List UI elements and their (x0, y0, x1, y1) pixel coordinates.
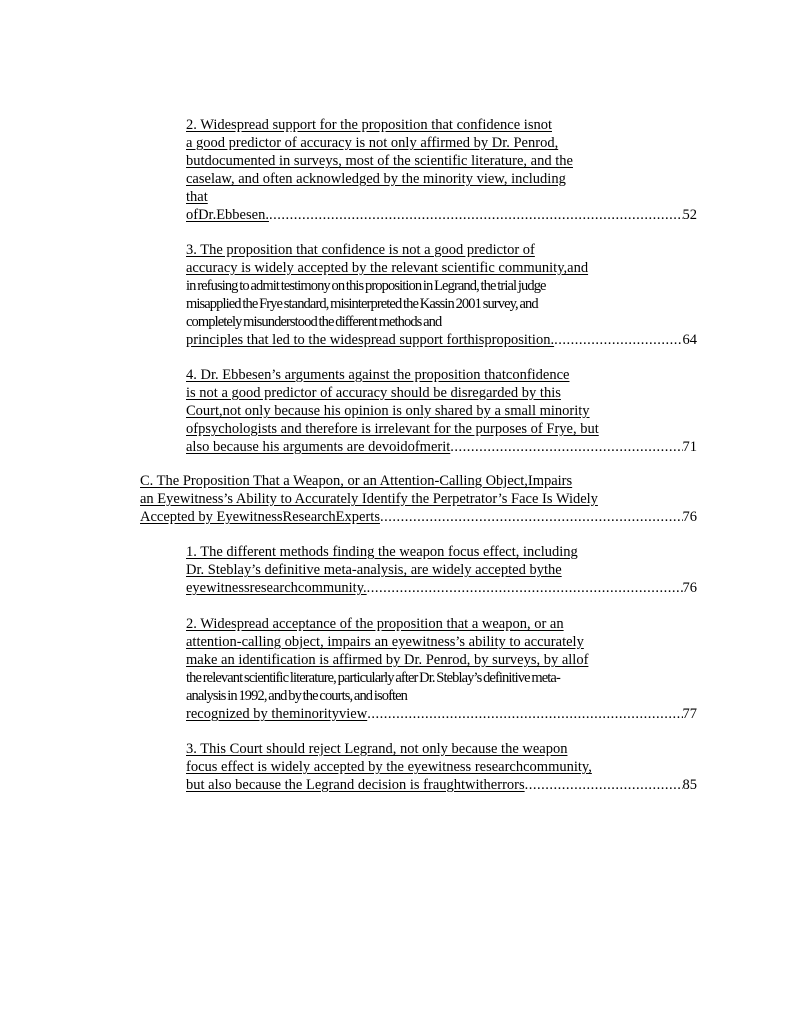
page-number: 64 (682, 332, 697, 348)
toc-entry-line: the relevant scientific literature, particularly after Dr. Steblay’s definitive meta- (186, 670, 560, 686)
toc-entry-line-wrap (186, 313, 697, 331)
toc-entry-line: principles that led to the widespread support forthisproposition. (186, 332, 555, 348)
toc-entry-line: make an identification is affirmed by Dr. Penrod, by surveys, by allof (186, 652, 589, 668)
page-number: 76 (682, 580, 697, 596)
toc-entry-line-wrap (186, 295, 697, 313)
toc-entry-line: completely misunderstood the different methods and (186, 314, 442, 330)
toc-entry-line: in refusing to admit testimony on this proposition in Legrand, the trial judge (186, 278, 546, 294)
toc-entry-line: C. The Proposition That a Weapon, or an Attention-Calling Object,Impairs (140, 473, 573, 489)
toc-entry-c1[interactable] (186, 543, 697, 597)
toc-entry-line: Court,not only because his opinion is only shared by a small minority (186, 403, 590, 419)
dot-leader (554, 331, 682, 349)
toc-entry-line: 2. Widespread acceptance of the proposition that a weapon, or an (186, 616, 564, 632)
dot-leader (269, 206, 683, 224)
toc-entry-last-line (186, 579, 697, 597)
page-number: 85 (682, 777, 697, 793)
toc-entry-last-line (186, 331, 697, 349)
dot-leader (525, 776, 683, 794)
toc-entry-line: caselaw, and often acknowledged by the minority view, including (186, 171, 566, 187)
toc-entry-line: analysis in 1992, and by the courts, and isoften (186, 688, 408, 704)
dot-leader (380, 508, 683, 526)
toc-entry-line: Dr. Steblay’s definitive meta-analysis, are widely accepted bythe (186, 562, 562, 578)
dot-leader (450, 438, 682, 456)
toc-entry-last-line (186, 776, 697, 794)
toc-entry-line: Accepted by EyewitnessResearchExperts (140, 509, 380, 525)
toc-entry-line: eyewitnessresearchcommunity. (186, 580, 367, 596)
toc-entry-line-wrap (186, 687, 697, 705)
page-number: 71 (682, 439, 697, 455)
toc-entry-line: but also because the Legrand decision is fraughtwitherrors (186, 777, 525, 793)
toc-entry-line: butdocumented in surveys, most of the scientific literature, and the (186, 153, 573, 169)
page-number: 77 (682, 706, 697, 722)
toc-entry-line: 2. Widespread support for the proposition that confidence isnot (186, 117, 552, 133)
toc-entry-last-line (140, 508, 697, 526)
toc-entry-line: an Eyewitness’s Ability to Accurately Identify the Perpetrator’s Face Is Widely (140, 491, 598, 507)
toc-entry-last-line (186, 438, 697, 456)
toc-entry-line-wrap (186, 669, 697, 687)
toc-entry-line: is not a good predictor of accuracy should be disregarded by this (186, 385, 561, 401)
toc-entry-section-c[interactable] (140, 472, 697, 526)
toc-entry-b2[interactable] (186, 116, 697, 224)
toc-entry-b3[interactable] (186, 241, 697, 349)
toc-entry-line: 3. The proposition that confidence is not a good predictor of (186, 242, 535, 258)
toc-entry-line: 1. The different methods finding the weapon focus effect, including (186, 544, 578, 560)
toc-entry-line: misapplied the Frye standard, misinterpreted the Kassin 2001 survey, and (186, 296, 538, 312)
toc-entry-line: focus effect is widely accepted by the eyewitness researchcommunity, (186, 759, 592, 775)
toc-entry-line: recognized by theminorityview (186, 706, 368, 722)
dot-leader (367, 579, 683, 597)
toc-entry-line: also because his arguments are devoidofmerit (186, 439, 451, 455)
toc-entry-c3[interactable] (186, 740, 697, 794)
toc-entry-line: that (186, 189, 208, 205)
toc-entry-line: accuracy is widely accepted by the relevant scientific community,and (186, 260, 589, 276)
toc-entry-line: attention-calling object, impairs an eyewitness’s ability to accurately (186, 634, 584, 650)
toc-entry-line-wrap (186, 277, 697, 295)
toc-entry-b4[interactable] (186, 366, 697, 456)
toc-entry-line: ofDr.Ebbesen. (186, 207, 269, 223)
toc-entry-last-line (186, 705, 697, 723)
toc-entry-last-line (186, 206, 697, 224)
toc-entry-c2[interactable] (186, 615, 697, 723)
page-number: 52 (682, 207, 697, 223)
toc-entry-line: 3. This Court should reject Legrand, not only because the weapon (186, 741, 568, 757)
toc-entry-line: ofpsychologists and therefore is irrelevant for the purposes of Frye, but (186, 421, 599, 437)
dot-leader (367, 705, 682, 723)
toc-entry-line: a good predictor of accuracy is not only affirmed by Dr. Penrod, (186, 135, 559, 151)
page-number: 76 (682, 509, 697, 525)
toc-entry-line: 4. Dr. Ebbesen’s arguments against the proposition thatconfidence (186, 367, 570, 383)
